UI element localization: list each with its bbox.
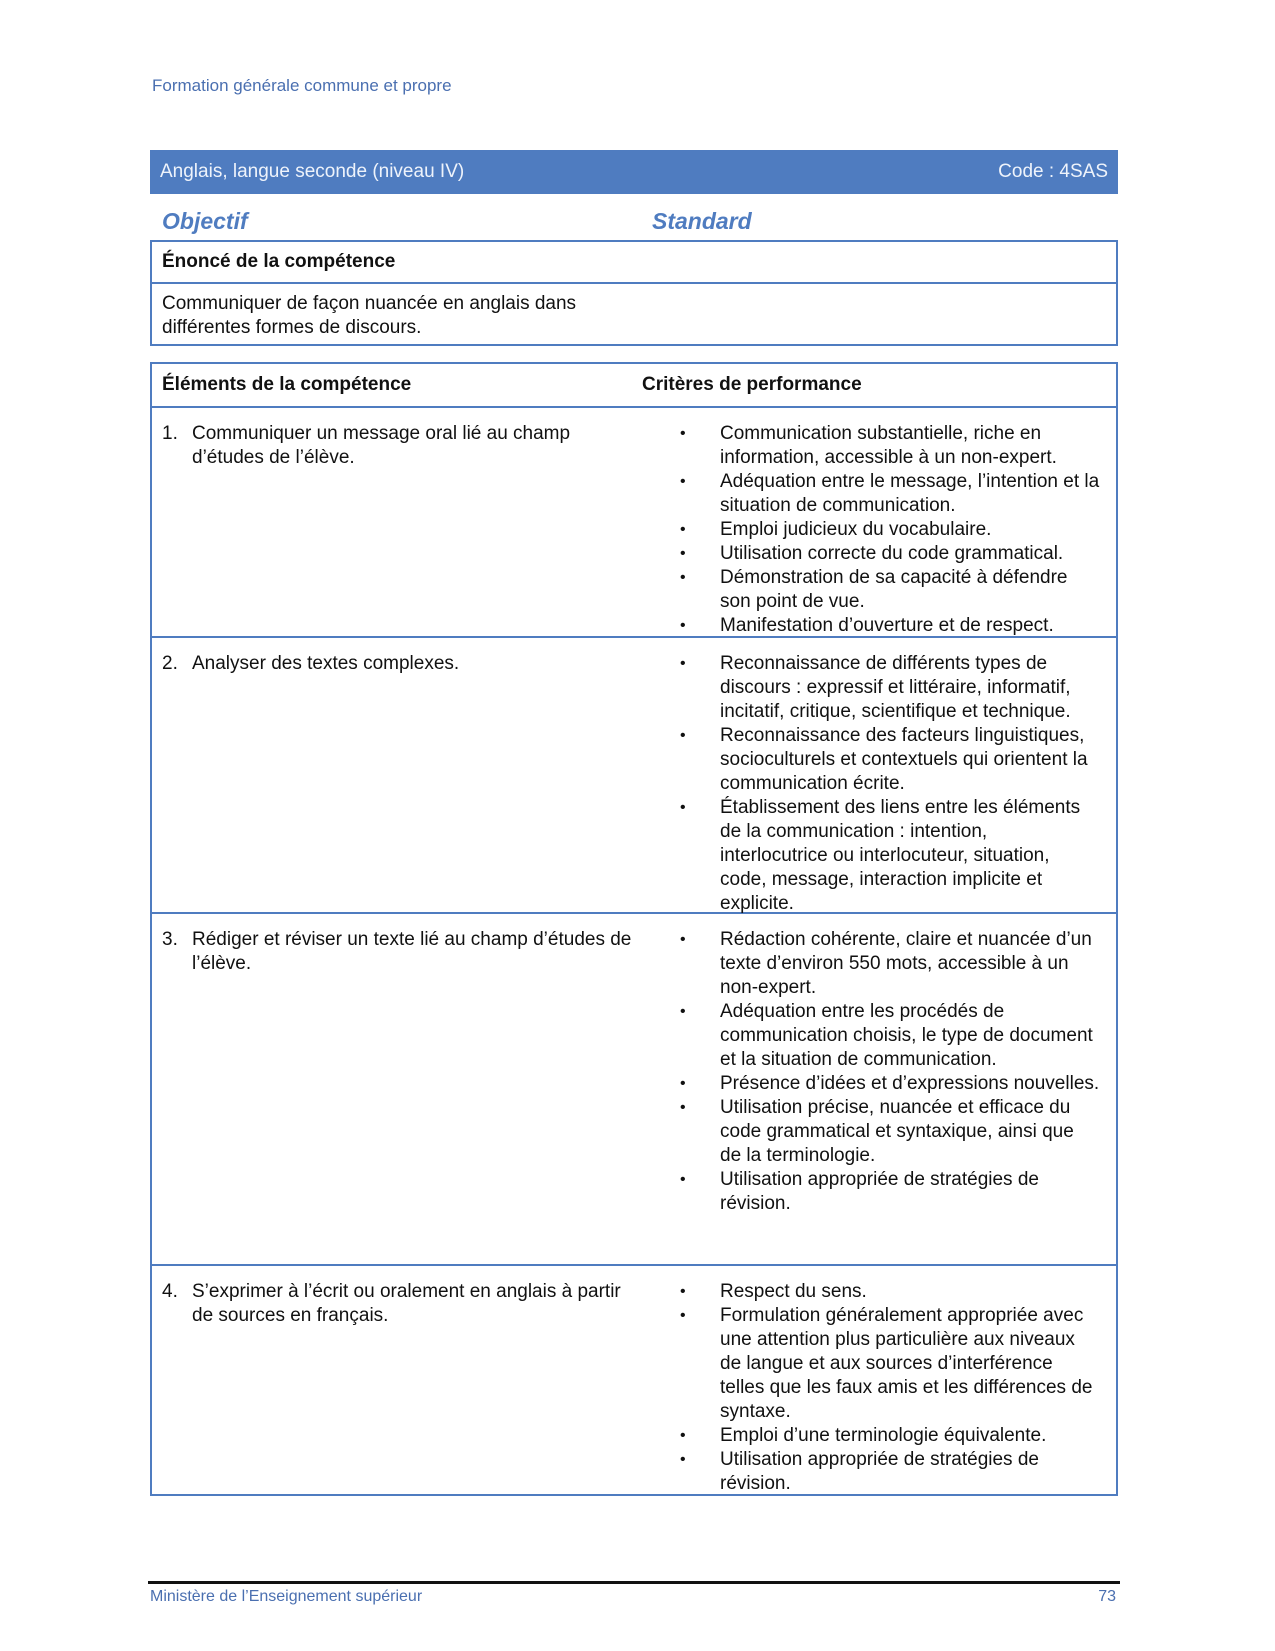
list-item [680, 518, 1100, 542]
element-number: 3. [162, 929, 178, 950]
element-text: Communiquer un message oral lié au champ d’études de l’élève. [192, 423, 571, 468]
standard-label: Standard [652, 208, 752, 234]
footer-ministry: Ministère de l’Enseignement supérieur [150, 1588, 423, 1605]
bullet-icon: • [680, 545, 686, 562]
competence-element [162, 1280, 632, 1328]
criterion-text: Démonstration de sa capacité à défendre son point de vue. [720, 567, 1068, 612]
list-item [680, 724, 1100, 796]
bullet-icon: • [680, 1099, 686, 1116]
bullet-icon: • [680, 569, 686, 586]
bullet-icon: • [680, 617, 686, 634]
course-title: Anglais, langue seconde (niveau IV) [160, 161, 465, 182]
table-row [152, 408, 1116, 638]
table-row [152, 638, 1116, 914]
list-item [680, 1096, 1100, 1168]
page-number: 73 [1098, 1588, 1116, 1605]
page-footer [150, 1588, 1116, 1606]
competence-statement-box [150, 240, 1118, 346]
criteria-list [680, 422, 1100, 638]
criterion-text: Emploi judicieux du vocabulaire. [720, 519, 992, 540]
element-text: S’exprimer à l’écrit ou oralement en anglais à partir de sources en français. [192, 1281, 621, 1326]
competence-element [162, 652, 632, 676]
element-number: 4. [162, 1281, 178, 1302]
bullet-icon: • [680, 1075, 686, 1092]
criterion-text: Formulation généralement appropriée avec une attention plus particulière aux niveaux de langue et aux sources d’interférence telles que les faux amis et les différences de syntaxe. [720, 1305, 1093, 1422]
criterion-text: Respect du sens. [720, 1281, 867, 1302]
criterion-text: Utilisation appropriée de stratégies de révision. [720, 1449, 1039, 1494]
list-item [680, 1448, 1100, 1496]
statement-text: Communiquer de façon nuancée en anglais dans différentes formes de discours. [162, 293, 577, 338]
list-item [680, 1168, 1100, 1216]
competence-grid [150, 362, 1118, 1496]
list-item [680, 614, 1100, 638]
bullet-icon: • [680, 1283, 686, 1300]
table-row [152, 1266, 1116, 1494]
list-item [680, 652, 1100, 724]
bullet-icon: • [680, 425, 686, 442]
list-item [680, 422, 1100, 470]
competence-element [162, 928, 632, 976]
running-head: Formation générale commune et propre [152, 76, 452, 95]
bullet-icon: • [680, 655, 686, 672]
section-labels [162, 208, 1102, 236]
criterion-text: Emploi d’une terminologie équivalente. [720, 1425, 1047, 1446]
element-text: Rédiger et réviser un texte lié au champ d’études de l’élève. [192, 929, 632, 974]
criterion-text: Communication substantielle, riche en information, accessible à un non-expert. [720, 423, 1057, 468]
element-number: 2. [162, 653, 178, 674]
criterion-text: Présence d’idées et d’expressions nouvelles. [720, 1073, 1100, 1094]
criteria-list [680, 652, 1100, 916]
list-item [680, 1072, 1100, 1096]
table-row [152, 914, 1116, 1266]
element-number: 1. [162, 423, 178, 444]
criterion-text: Utilisation précise, nuancée et efficace du code grammatical et syntaxique, ainsi que de la terminologie. [720, 1097, 1074, 1166]
list-item [680, 796, 1100, 916]
criterion-text: Utilisation correcte du code grammatical. [720, 543, 1064, 564]
criteria-list [680, 928, 1100, 1216]
bullet-icon: • [680, 931, 686, 948]
bullet-icon: • [680, 521, 686, 538]
list-item [680, 470, 1100, 518]
list-item [680, 1000, 1100, 1072]
list-item [680, 928, 1100, 1000]
course-code: Code : 4SAS [998, 161, 1108, 182]
criterion-text: Rédaction cohérente, claire et nuancée d’un texte d’environ 550 mots, accessible à un non-expert. [720, 929, 1092, 998]
bullet-icon: • [680, 473, 686, 490]
criterion-text: Reconnaissance des facteurs linguistiques, socioculturels et contextuels qui orientent la communication écrite. [720, 725, 1088, 794]
bullet-icon: • [680, 1003, 686, 1020]
criteria-list [680, 1280, 1100, 1496]
footer-rule [148, 1581, 1120, 1584]
course-title-bar [150, 150, 1118, 194]
objectif-label: Objectif [162, 208, 248, 234]
elements-column-header: Éléments de la compétence [162, 374, 412, 395]
bullet-icon: • [680, 1427, 686, 1444]
bullet-icon: • [680, 799, 686, 816]
competence-element [162, 422, 632, 470]
criteria-column-header: Critères de performance [642, 374, 862, 395]
criterion-text: Utilisation appropriée de stratégies de révision. [720, 1169, 1039, 1214]
list-item [680, 1304, 1100, 1424]
bullet-icon: • [680, 1307, 686, 1324]
bullet-icon: • [680, 1451, 686, 1468]
bullet-icon: • [680, 727, 686, 744]
element-text: Analyser des textes complexes. [192, 653, 460, 674]
grid-header [152, 364, 1116, 408]
list-item [680, 1280, 1100, 1304]
list-item [680, 542, 1100, 566]
criterion-text: Établissement des liens entre les éléments de la communication : intention, interlocutrice ou interlocuteur, situation, code, message, interaction implicite et explicite. [720, 797, 1081, 914]
criterion-text: Manifestation d’ouverture et de respect. [720, 615, 1054, 636]
criterion-text: Adéquation entre le message, l’intention et la situation de communication. [720, 471, 1100, 516]
statement-heading: Énoncé de la compétence [152, 242, 1116, 284]
criterion-text: Adéquation entre les procédés de communication choisis, le type de document et la situation de communication. [720, 1001, 1093, 1070]
list-item [680, 566, 1100, 614]
list-item [680, 1424, 1100, 1448]
criterion-text: Reconnaissance de différents types de discours : expressif et littéraire, informatif, incitatif, critique, scientifique et technique. [720, 653, 1071, 722]
bullet-icon: • [680, 1171, 686, 1188]
